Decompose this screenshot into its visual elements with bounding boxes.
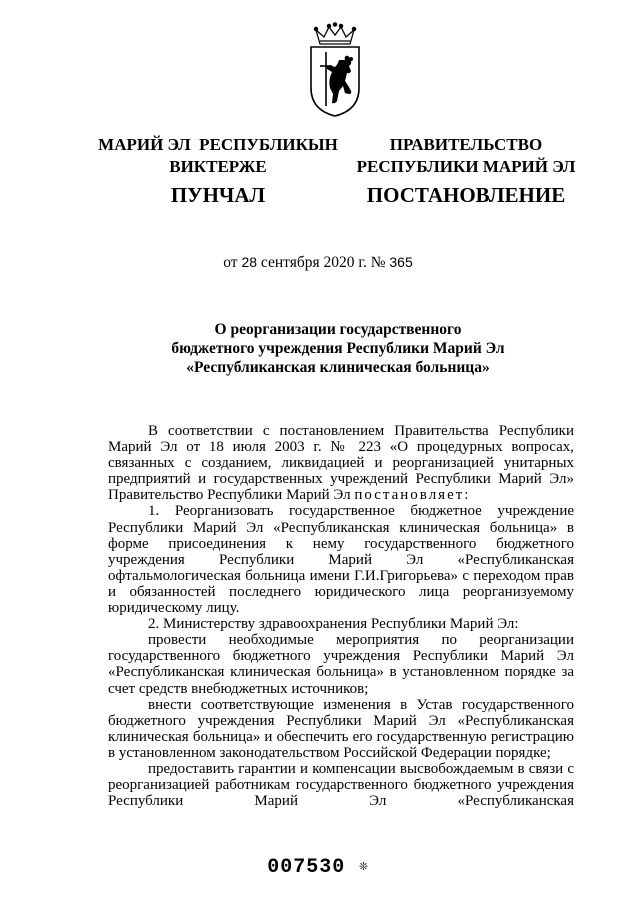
paragraph-2c: предоставить гарантии и компенсации высвобождаемым в связи с реорганизацией работникам государственного бюджетного учреждения Республики Марий Эл «Республиканская: [108, 760, 574, 810]
paragraph-2: 2. Министерству здравоохранения Республики Марий Эл:: [148, 616, 519, 633]
date-month-year: сентября 2020 г. №: [260, 254, 386, 271]
date-line: [0, 254, 636, 272]
title-line1: О реорганизации государственного: [214, 321, 462, 338]
decree-number: 365: [389, 254, 413, 270]
coat-of-arms-emblem: [300, 22, 370, 118]
date-prefix: от: [223, 254, 238, 271]
crown-icon: [314, 23, 355, 44]
header-right-line2: РЕСПУБЛИКИ МАРИЙ ЭЛ: [356, 157, 576, 176]
header-right-block: [346, 134, 586, 206]
header-left-line1: МАРИЙ ЭЛ РЕСПУБЛИКЫН: [98, 135, 338, 154]
paragraph-1: 1. Реорганизовать государственное бюджетное учреждение Республики Марий Эл «Республиканская клиническая больница» в форме присоединения к нему государственного бюджетного учреждения Республики Марий Эл «Республиканская офтальмологическая больница имени Г.И.Григорьева» с переходом прав и обязанностей последнего юридического лица реорганизуемому юридическому лицу.: [108, 503, 574, 617]
title-line3: «Республиканская клиническая больница»: [186, 359, 490, 376]
header-right-line1: ПРАВИТЕЛЬСТВО: [389, 135, 543, 154]
title-line2: бюджетного учреждения Республики Марий Эл: [171, 340, 505, 357]
paragraph-2b: внести соответствующие изменения в Устав государственного бюджетного учреждения Республики Марий Эл «Республиканская клиническая больница» и обеспечить его государственную регистрацию в установленном законодательством Российской Федерации порядке;: [108, 696, 574, 761]
paragraph-intro: [108, 423, 574, 503]
header-left-title: ПУНЧАЛ: [170, 183, 266, 207]
header-left-block: [88, 134, 348, 206]
serial-stamp: [0, 856, 636, 879]
stamp-mark-icon: ❊: [359, 859, 369, 875]
paragraph-2a: провести необходимые мероприятия по реорганизации государственного бюджетного учреждения Республики Марий Эл «Республиканская клиническая больница» в установленном порядке за счет средств внебюджетных источников;: [108, 632, 574, 697]
document-title: [100, 320, 576, 377]
date-day: 28: [241, 254, 258, 270]
intro-text: В соответствии с постановлением Правительства Республики Марий Эл от 18 июля 2003 г. № 223 «О процедурных вопросах, связанных с созданием, ликвидацией и реорганизацией унитарных предприятий и государственных учреждений Республики Марий Эл» Правительство Республики Марий Эл: [108, 423, 574, 504]
intro-resolves: постановляет:: [354, 487, 471, 504]
document-body: [108, 423, 574, 809]
header-right-title: ПОСТАНОВЛЕНИЕ: [366, 183, 566, 207]
header-left-line2: ВИКТЕРЖЕ: [169, 157, 267, 176]
serial-number: 007530: [267, 856, 346, 879]
